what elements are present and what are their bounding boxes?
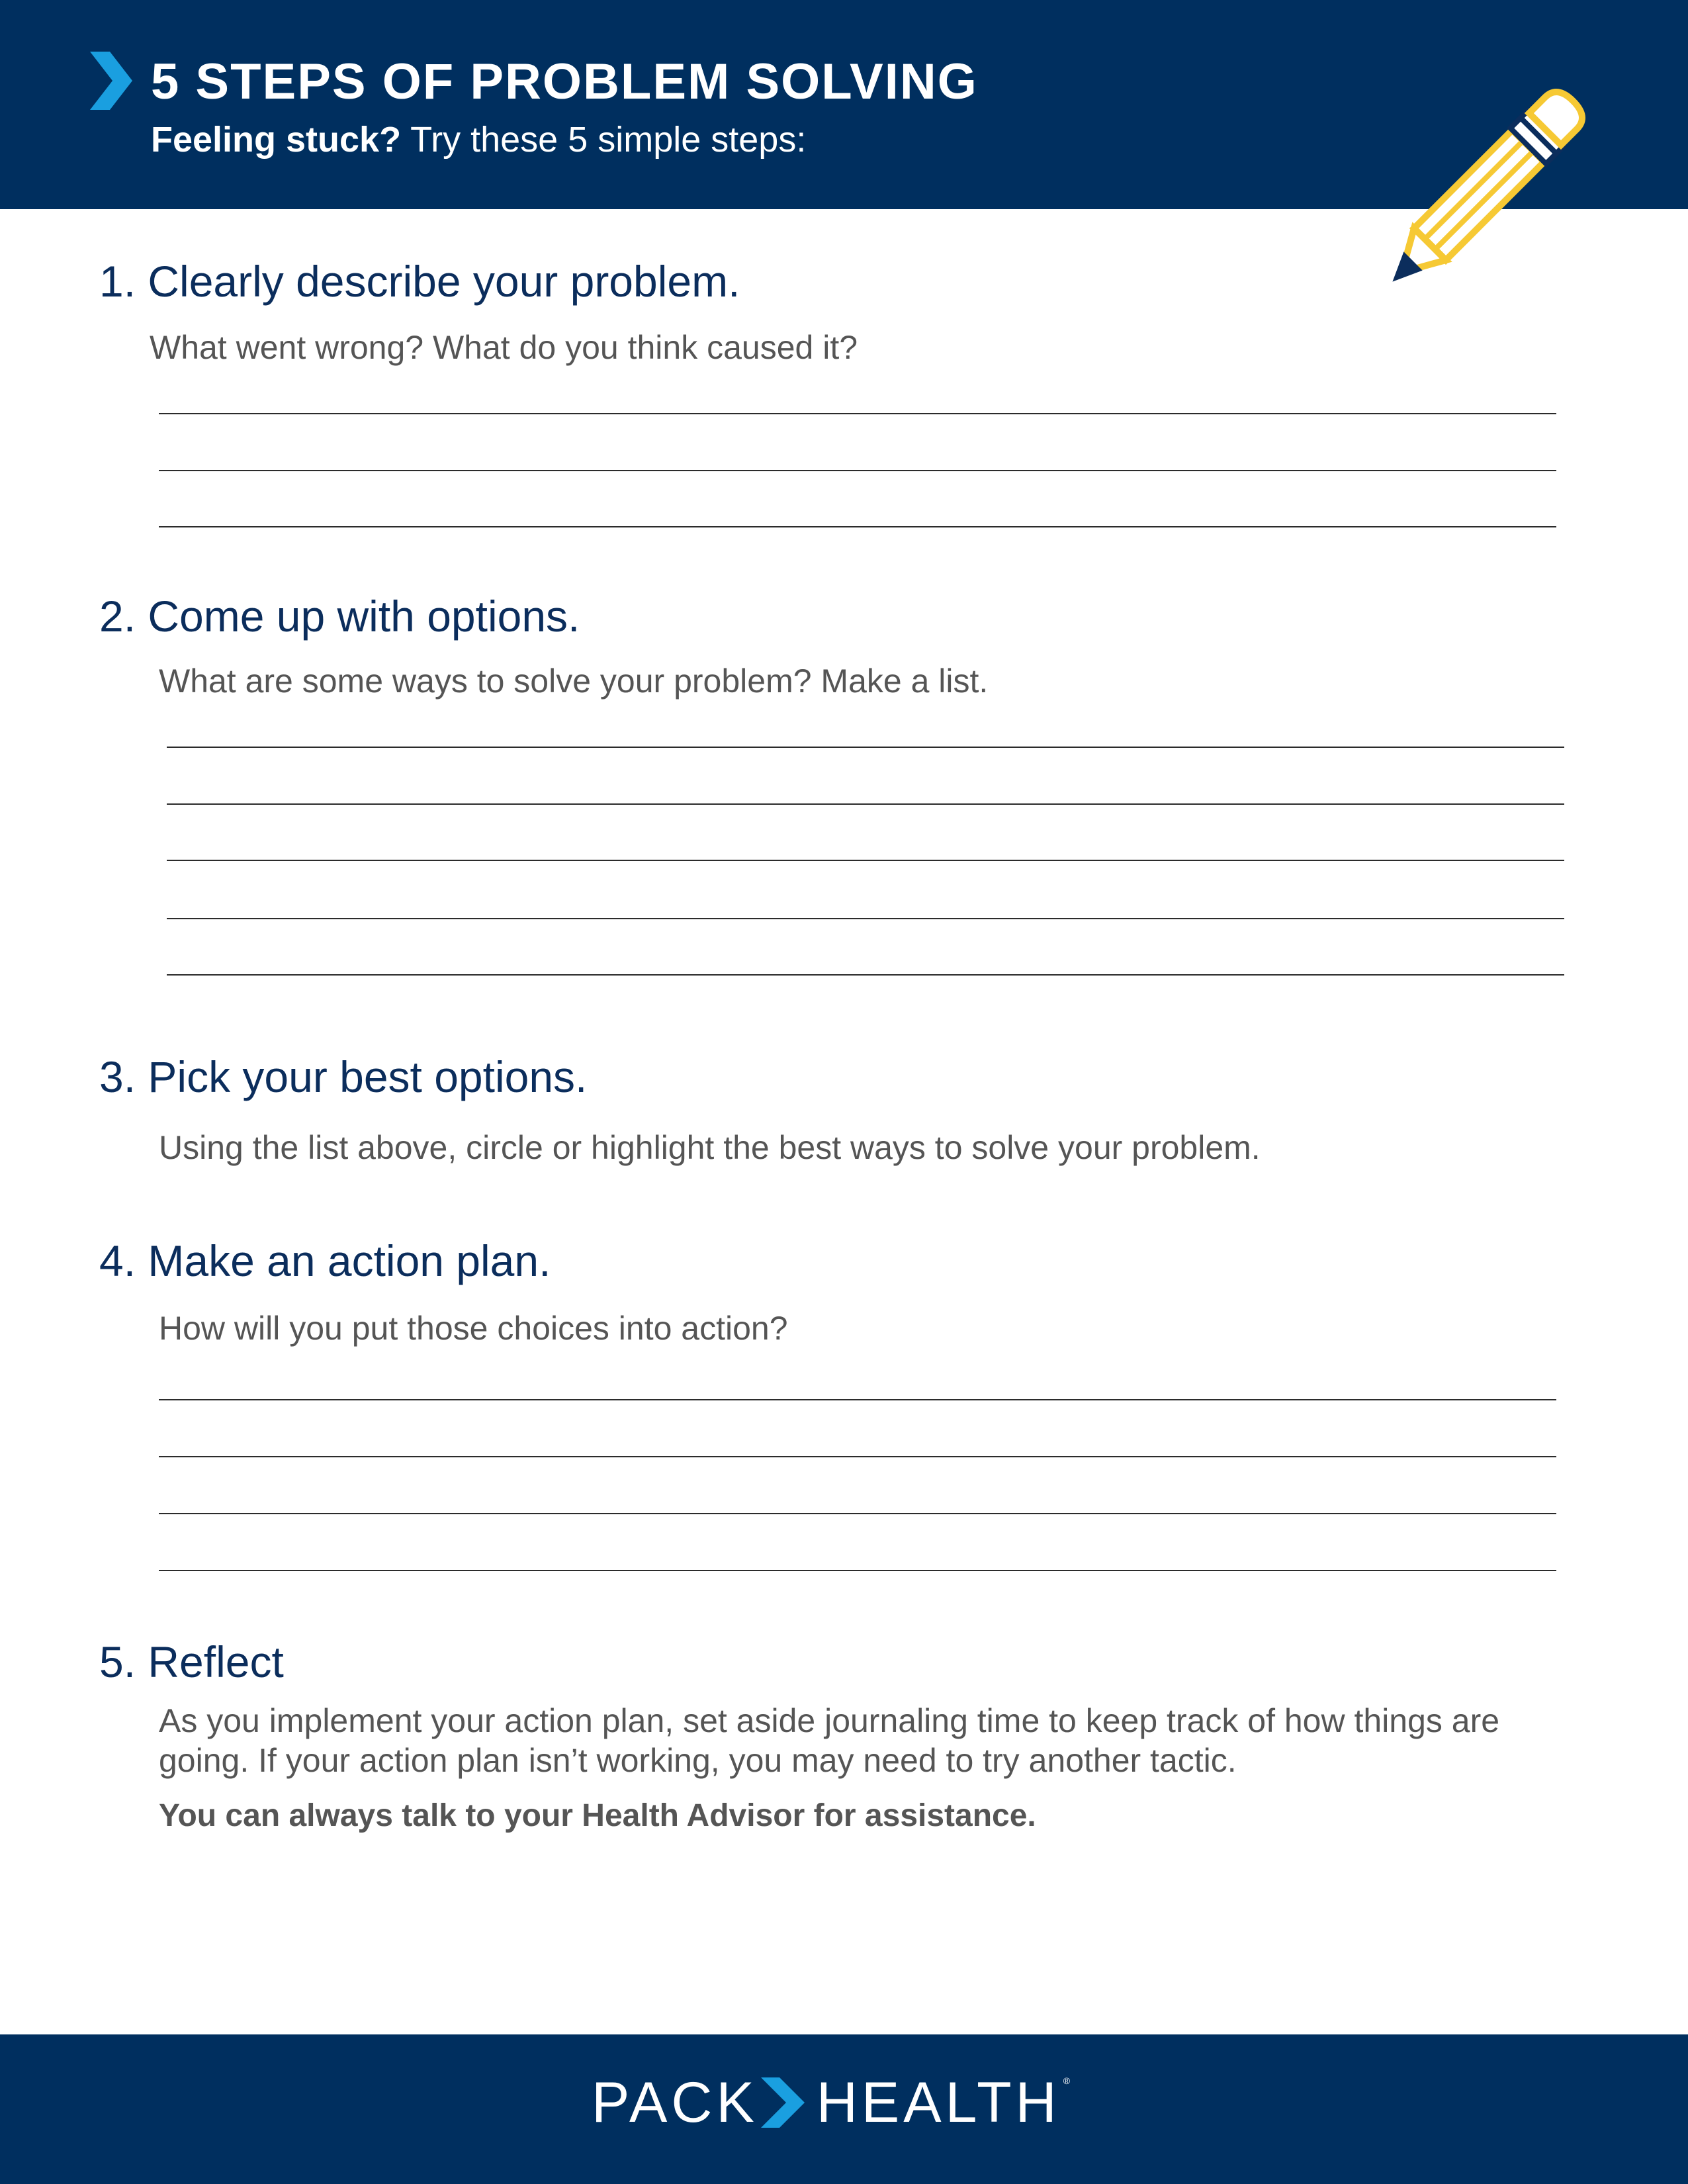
step-3-prompt: Using the list above, circle or highlight the best ways to solve your problem. [159, 1129, 1261, 1166]
answer-line[interactable] [159, 413, 1556, 414]
answer-line[interactable] [159, 1456, 1556, 1457]
page-title: 5 STEPS OF PROBLEM SOLVING [151, 54, 978, 110]
step-1-title: 1. Clearly describe your problem. [99, 257, 740, 306]
advisor-note: You can always talk to your Health Advisor for assistance. [159, 1798, 1036, 1833]
answer-line[interactable] [159, 470, 1556, 471]
step-5-title: 5. Reflect [99, 1637, 284, 1686]
pack-health-logo [592, 2073, 1070, 2132]
answer-line[interactable] [167, 860, 1564, 861]
answer-line[interactable] [167, 747, 1564, 748]
answer-line[interactable] [159, 1399, 1556, 1400]
registered-mark: ® [1063, 2075, 1071, 2086]
logo-word-health: HEALTH [816, 2071, 1061, 2134]
chevron-right-icon [761, 2077, 805, 2128]
step-3-title: 3. Pick your best options. [99, 1052, 588, 1101]
step-4-title: 4. Make an action plan. [99, 1236, 551, 1285]
logo-word-pack: PACK [592, 2071, 758, 2134]
step-1-prompt: What went wrong? What do you think caused it? [150, 329, 858, 366]
chevron-right-icon [90, 52, 132, 110]
step-4-prompt: How will you put those choices into action? [159, 1310, 788, 1347]
answer-line[interactable] [159, 526, 1556, 527]
answer-line[interactable] [167, 918, 1564, 919]
step-2-prompt: What are some ways to solve your problem? Make a list. [159, 662, 989, 700]
subtitle-bold: Feeling stuck? [151, 120, 402, 159]
page-subtitle [151, 122, 806, 158]
answer-line[interactable] [167, 803, 1564, 805]
answer-line[interactable] [167, 974, 1564, 976]
step-2-title: 2. Come up with options. [99, 592, 580, 641]
answer-line[interactable] [159, 1513, 1556, 1514]
step-5-prompt: As you implement your action plan, set aside journaling time to keep track of how things are going. If your action plan isn’t working, you may need to try another tactic. [159, 1702, 1500, 1779]
subtitle-rest: Try these 5 simple steps: [401, 120, 807, 159]
answer-line[interactable] [159, 1570, 1556, 1571]
pencil-icon [1376, 60, 1615, 298]
